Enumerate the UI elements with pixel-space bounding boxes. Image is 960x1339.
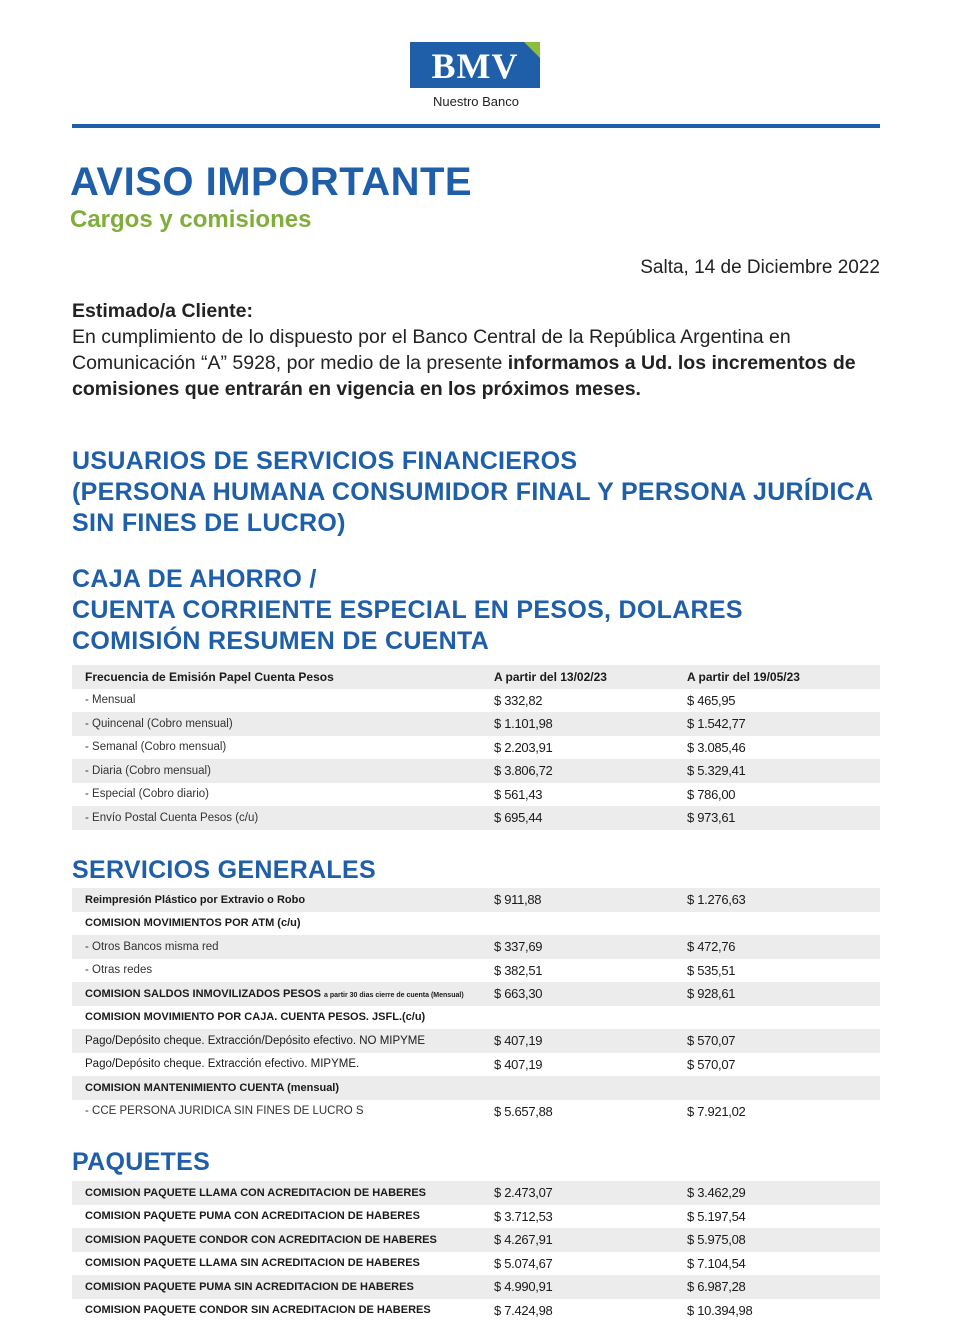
row-label-main: COMISION SALDOS INMOVILIZADOS PESOS xyxy=(85,987,321,1000)
row-value-from-190523: $ 7.104,54 xyxy=(687,1252,880,1276)
row-value-from-130223: $ 337,69 xyxy=(494,935,687,959)
row-value-from-190523: $ 570,07 xyxy=(687,1053,880,1077)
table-row xyxy=(72,959,880,983)
row-value-from-130223: $ 561,43 xyxy=(494,783,687,807)
section-heading-caja xyxy=(72,564,743,657)
logo-tagline: Nuestro Banco xyxy=(433,94,519,109)
servicios-table xyxy=(72,888,880,1123)
heading-line: CAJA DE AHORRO / xyxy=(72,565,317,593)
logo-name: BMV xyxy=(431,46,519,86)
intro-text: En cumplimiento de lo dispuesto por el Banco Central de la República Argentina en Comunicación “A” 5928, por medio de la presente xyxy=(72,326,791,374)
row-value-from-130223: $ 7.424,98 xyxy=(494,1299,687,1323)
table-row xyxy=(72,783,880,807)
row-value-from-190523 xyxy=(687,1076,880,1100)
row-value-from-190523: $ 5.975,08 xyxy=(687,1228,880,1252)
row-label: - Semanal (Cobro mensual) xyxy=(72,736,494,760)
row-value-from-190523: $ 3.085,46 xyxy=(687,736,880,760)
heading-line: SERVICIOS GENERALES xyxy=(72,856,376,884)
table-row xyxy=(72,1053,880,1077)
row-label: COMISION PAQUETE CONDOR CON ACREDITACION DE HABERES xyxy=(72,1228,494,1252)
heading-line: (PERSONA HUMANA CONSUMIDOR FINAL Y PERSONA JURÍDICA xyxy=(72,478,874,506)
row-value-from-130223: $ 332,82 xyxy=(494,689,687,713)
column-header: A partir del 19/05/23 xyxy=(687,665,880,689)
table-row xyxy=(72,689,880,713)
row-label: - Otras redes xyxy=(72,959,494,983)
row-value-from-130223 xyxy=(494,1006,687,1030)
table-row xyxy=(72,712,880,736)
row-label: COMISION PAQUETE LLAMA CON ACREDITACION DE HABERES xyxy=(72,1181,494,1205)
row-label: COMISION PAQUETE PUMA CON ACREDITACION DE HABERES xyxy=(72,1205,494,1229)
heading-line: CUENTA CORRIENTE ESPECIAL EN PESOS, DOLARES xyxy=(72,596,743,624)
section-heading-usuarios xyxy=(72,446,873,539)
row-value-from-190523: $ 465,95 xyxy=(687,689,880,713)
row-value-from-190523: $ 928,61 xyxy=(687,982,880,1006)
row-value-from-130223: $ 407,19 xyxy=(494,1053,687,1077)
row-label: - Quincenal (Cobro mensual) xyxy=(72,712,494,736)
row-value-from-130223: $ 4.267,91 xyxy=(494,1228,687,1252)
row-value-from-130223: $ 695,44 xyxy=(494,806,687,830)
row-value-from-190523: $ 1.276,63 xyxy=(687,888,880,912)
row-label xyxy=(72,982,494,1006)
intro-text-bold: informamos a Ud. los incrementos de comisiones que entrarán en vigencia en los próximos meses. xyxy=(72,352,856,400)
table-row xyxy=(72,806,880,830)
row-value-from-130223: $ 663,30 xyxy=(494,982,687,1006)
row-label: - Diaria (Cobro mensual) xyxy=(72,759,494,783)
row-value-from-190523: $ 7.921,02 xyxy=(687,1100,880,1124)
row-value-from-130223: $ 911,88 xyxy=(494,888,687,912)
row-label: COMISION PAQUETE PUMA SIN ACREDITACION DE HABERES xyxy=(72,1275,494,1299)
row-value-from-130223 xyxy=(494,912,687,936)
page-title: AVISO IMPORTANTE xyxy=(70,160,473,204)
row-value-from-130223 xyxy=(494,1076,687,1100)
row-value-from-130223: $ 3.712,53 xyxy=(494,1205,687,1229)
row-label: - Especial (Cobro diario) xyxy=(72,783,494,807)
row-label: COMISION PAQUETE CONDOR SIN ACREDITACION DE HABERES xyxy=(72,1299,494,1323)
row-value-from-130223: $ 2.473,07 xyxy=(494,1181,687,1205)
table-row xyxy=(72,1252,880,1276)
row-value-from-190523: $ 5.329,41 xyxy=(687,759,880,783)
table-row xyxy=(72,736,880,760)
row-value-from-190523: $ 1.542,77 xyxy=(687,712,880,736)
table-row xyxy=(72,1006,880,1030)
row-value-from-130223: $ 4.990,91 xyxy=(494,1275,687,1299)
row-label: COMISION PAQUETE LLAMA SIN ACREDITACION DE HABERES xyxy=(72,1252,494,1276)
logo-badge xyxy=(410,42,540,88)
table-row xyxy=(72,1181,880,1205)
row-value-from-130223: $ 382,51 xyxy=(494,959,687,983)
row-value-from-190523: $ 973,61 xyxy=(687,806,880,830)
row-value-from-130223: $ 2.203,91 xyxy=(494,736,687,760)
document-date: Salta, 14 de Diciembre 2022 xyxy=(640,257,880,278)
row-value-from-190523: $ 570,07 xyxy=(687,1029,880,1053)
row-value-from-190523: $ 10.394,98 xyxy=(687,1299,880,1323)
section-heading-servicios xyxy=(72,855,376,886)
greeting: Estimado/a Cliente: xyxy=(72,300,253,322)
column-header: Frecuencia de Emisión Papel Cuenta Pesos xyxy=(72,665,494,689)
row-label: COMISION MOVIMIENTO POR CAJA. CUENTA PESOS. JSFL.(c/u) xyxy=(72,1006,494,1030)
table-row xyxy=(72,935,880,959)
table-row xyxy=(72,1029,880,1053)
table-row xyxy=(72,1100,880,1124)
heading-line: PAQUETES xyxy=(72,1148,211,1176)
table-row xyxy=(72,888,880,912)
row-value-from-130223: $ 407,19 xyxy=(494,1029,687,1053)
column-header: A partir del 13/02/23 xyxy=(494,665,687,689)
row-label: - CCE PERSONA JURIDICA SIN FINES DE LUCRO S xyxy=(72,1100,494,1124)
row-label: - Envío Postal Cuenta Pesos (c/u) xyxy=(72,806,494,830)
row-value-from-130223: $ 3.806,72 xyxy=(494,759,687,783)
table-row xyxy=(72,1205,880,1229)
row-label: - Otros Bancos misma red xyxy=(72,935,494,959)
heading-line: USUARIOS DE SERVICIOS FINANCIEROS xyxy=(72,447,578,475)
table-row xyxy=(72,759,880,783)
row-label: COMISION MANTENIMIENTO CUENTA (mensual) xyxy=(72,1076,494,1100)
row-label-note: a partir 30 dias cierre de cuenta (Mensual) xyxy=(323,991,464,999)
row-value-from-130223: $ 5.074,67 xyxy=(494,1252,687,1276)
heading-line: SIN FINES DE LUCRO) xyxy=(72,509,346,537)
row-label: Pago/Depósito cheque. Extracción/Depósito efectivo. NO MIPYME xyxy=(72,1029,494,1053)
row-value-from-190523 xyxy=(687,912,880,936)
row-value-from-190523: $ 5.197,54 xyxy=(687,1205,880,1229)
header-divider xyxy=(72,124,880,128)
row-label: Pago/Depósito cheque. Extracción efectivo. MIPYME. xyxy=(72,1053,494,1077)
table-row xyxy=(72,1275,880,1299)
heading-line: COMISIÓN RESUMEN DE CUENTA xyxy=(72,627,490,655)
row-label: COMISION MOVIMIENTOS POR ATM (c/u) xyxy=(72,912,494,936)
row-label: Reimpresión Plástico por Extravio o Robo xyxy=(72,888,494,912)
row-value-from-190523: $ 786,00 xyxy=(687,783,880,807)
row-value-from-130223: $ 1.101,98 xyxy=(494,712,687,736)
table-row xyxy=(72,1228,880,1252)
row-value-from-190523: $ 472,76 xyxy=(687,935,880,959)
table-row xyxy=(72,1299,880,1323)
page-subtitle: Cargos y comisiones xyxy=(70,206,312,233)
bank-logo xyxy=(410,42,542,109)
row-label: - Mensual xyxy=(72,689,494,713)
paquetes-table xyxy=(72,1181,880,1322)
table-header-row xyxy=(72,665,880,689)
section-heading-paquetes xyxy=(72,1147,210,1178)
row-value-from-190523 xyxy=(687,1006,880,1030)
row-value-from-190523: $ 3.462,29 xyxy=(687,1181,880,1205)
resumen-table xyxy=(72,665,880,830)
intro-paragraph xyxy=(72,298,887,402)
table-row xyxy=(72,1076,880,1100)
row-value-from-190523: $ 535,51 xyxy=(687,959,880,983)
logo-corner-triangle xyxy=(524,42,540,58)
row-value-from-190523: $ 6.987,28 xyxy=(687,1275,880,1299)
table-row xyxy=(72,982,880,1006)
row-value-from-130223: $ 5.657,88 xyxy=(494,1100,687,1124)
table-row xyxy=(72,912,880,936)
